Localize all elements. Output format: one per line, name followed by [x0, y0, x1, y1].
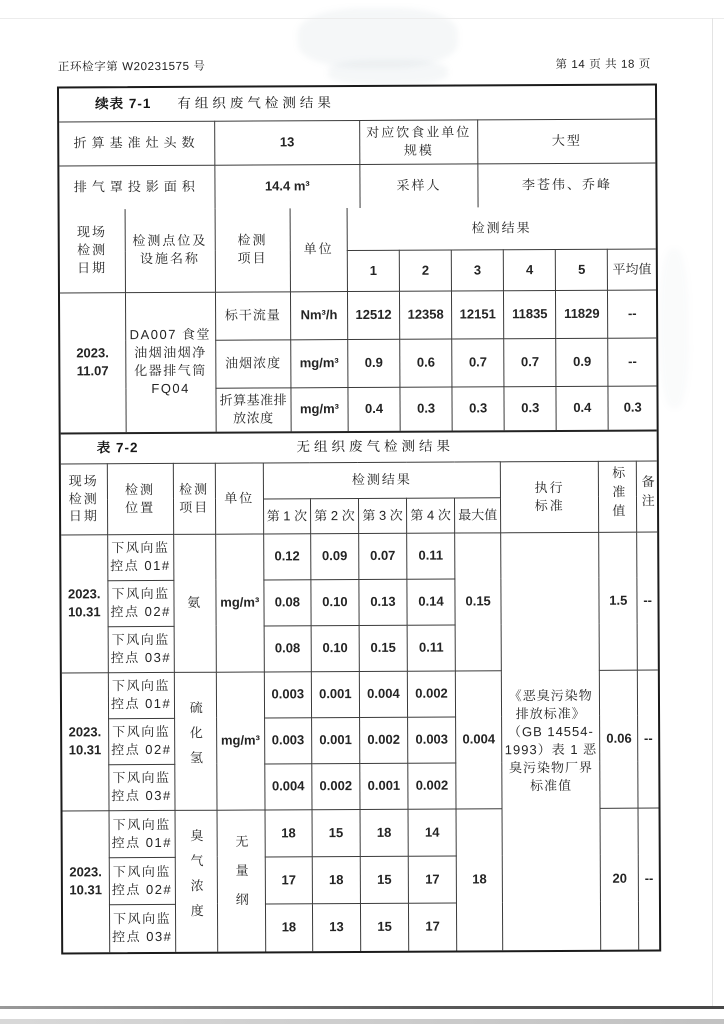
t2-remark: -- [637, 532, 658, 670]
page-bottom-shadow [0, 1019, 724, 1024]
t2-header-location: 检测位置 [107, 463, 173, 534]
t2-max: 0.15 [455, 532, 502, 670]
sampler-label: 采样人 [360, 163, 478, 208]
t2-value: 15 [360, 903, 408, 951]
t2-max: 0.004 [455, 670, 502, 808]
t1-value: 0.4 [556, 386, 608, 430]
t2-value: 0.004 [359, 671, 407, 717]
t2-value: 0.002 [407, 671, 455, 717]
t1-header-item: 检测项目 [215, 208, 291, 291]
t2-header-remark: 备注 [637, 461, 657, 532]
t2-max: 18 [456, 808, 503, 950]
t2-value: 0.14 [407, 579, 455, 625]
t1-header-col-3: 3 [451, 249, 503, 290]
table-7-1-title-row [59, 86, 655, 122]
table-7-2-label: 表 7-2 [96, 440, 139, 456]
table-7-1-title: 有组织废气检测结果 [177, 95, 335, 111]
t2-item-odor: 臭气浓度 [175, 810, 218, 952]
t2-std-value: 0.06 [600, 670, 639, 808]
t1-unit: mg/m³ [291, 387, 348, 431]
t2-remark: -- [638, 670, 659, 808]
t2-date: 2023. 10.31 [63, 810, 110, 952]
t2-value: 0.08 [264, 625, 311, 671]
stove-count-label: 折算基准灶头数 [59, 121, 214, 166]
ink-bleed-smudge [659, 248, 690, 408]
t2-value: 18 [312, 856, 360, 903]
t2-value: 18 [360, 809, 408, 856]
page-bottom-shadow [0, 1006, 724, 1009]
t1-header-result: 检测结果 [347, 207, 656, 251]
t1-header-col-5: 5 [556, 249, 608, 290]
t1-header-col-2: 2 [399, 250, 451, 291]
t2-standard-text: 《恶臭污染物排放标准》（GB 14554-1993）表 1 恶臭污染物厂界标准值 [501, 532, 601, 950]
t2-remark: -- [638, 808, 659, 950]
page-number: 第 14 页 共 18 页 [555, 58, 651, 72]
t2-value: 0.13 [359, 579, 407, 625]
t2-unit: mg/m³ [215, 533, 264, 671]
t2-header-run1: 第 1 次 [263, 498, 310, 533]
t2-item-ammonia: 氨 [173, 534, 216, 672]
t2-header-standard: 执行标准 [500, 461, 599, 532]
t2-unit: mg/m³ [216, 671, 265, 809]
t1-value: 0.4 [348, 387, 400, 431]
t2-header-run2: 第 2 次 [310, 498, 358, 533]
table-7-2 [61, 432, 660, 953]
t2-value: 15 [312, 809, 360, 856]
t1-unit: Nm³/h [290, 291, 347, 339]
table-7-1-info [59, 86, 656, 210]
t2-std-value: 1.5 [599, 532, 638, 670]
t2-value: 15 [360, 856, 408, 903]
t2-value: 0.002 [408, 763, 456, 809]
t1-header-date: 现场检测日期 [60, 209, 125, 292]
t2-location: 下风向监控点 01# [108, 672, 174, 718]
t2-value: 0.11 [407, 625, 455, 671]
t2-location: 下风向监控点 01# [109, 810, 175, 857]
t1-header-unit: 单位 [290, 208, 347, 291]
t2-value: 18 [265, 903, 312, 951]
t1-date: 2023. 11.07 [60, 292, 126, 432]
t2-value: 17 [265, 856, 312, 903]
t2-date: 2023. 10.31 [62, 672, 109, 810]
t2-unit-dimensionless: 无量纲 [217, 809, 266, 951]
t2-value: 0.11 [407, 533, 455, 579]
t1-item: 折算基准排放浓度 [216, 387, 291, 431]
t2-value: 0.09 [311, 533, 359, 579]
t2-value: 0.003 [408, 717, 456, 763]
t1-item: 油烟浓度 [215, 339, 290, 387]
results-tables [57, 84, 661, 955]
t2-header-item: 检测项目 [173, 463, 215, 534]
t1-unit: mg/m³ [291, 339, 348, 387]
t2-value: 0.10 [311, 579, 359, 625]
t1-value: 0.9 [556, 338, 608, 386]
business-scale-label: 对应饮食业单位规模 [360, 119, 478, 164]
business-scale-value: 大型 [478, 119, 656, 164]
t2-header-result: 检测结果 [263, 461, 501, 498]
t1-header-col-4: 4 [503, 249, 555, 290]
t2-location: 下风向监控点 03# [108, 764, 174, 810]
report-number: 正环检字第 W20231575 号 [57, 60, 206, 74]
t2-header-std-value: 标准值 [599, 461, 637, 532]
t1-value: 11835 [504, 290, 556, 338]
table-7-2-title: 无组织废气检测结果 [296, 438, 455, 455]
t1-value: 12151 [452, 290, 504, 338]
t1-avg: -- [608, 338, 656, 386]
t2-location: 下风向监控点 02# [107, 580, 173, 626]
t2-location: 下风向监控点 03# [109, 904, 175, 952]
t2-location: 下风向监控点 02# [108, 718, 174, 764]
t1-value: 0.7 [504, 338, 556, 386]
t2-value: 0.004 [265, 763, 312, 809]
t2-value: 0.003 [264, 671, 311, 717]
t2-header-run4: 第 4 次 [407, 498, 455, 533]
t1-value: 0.9 [348, 339, 400, 387]
t1-value: 0.6 [400, 339, 452, 387]
t2-value: 18 [265, 809, 312, 856]
t2-value: 0.001 [360, 763, 408, 809]
t2-value: 17 [408, 903, 456, 951]
table-7-1-label: 续表 7-1 [95, 95, 152, 112]
t1-value: 0.3 [452, 386, 504, 430]
t2-date: 2023. 10.31 [61, 534, 108, 672]
t2-std-value: 20 [600, 808, 639, 950]
t1-point-name: DA007 食堂油烟油烟净化器排气筒 FQ04 [125, 292, 216, 432]
t2-header-unit: 单位 [215, 462, 263, 533]
t2-value: 0.001 [311, 717, 359, 763]
t1-value: 0.7 [452, 338, 504, 386]
t2-header-run3: 第 3 次 [358, 498, 406, 533]
t1-value: 11829 [556, 290, 608, 338]
stove-count-value: 13 [214, 120, 359, 165]
t1-value: 12358 [399, 291, 451, 339]
t2-location: 下风向监控点 01# [107, 534, 173, 580]
t1-value: 12512 [347, 291, 399, 339]
page-right-edge [712, 18, 713, 1008]
page-top-edge [0, 18, 724, 19]
t2-value: 0.002 [312, 763, 360, 809]
hood-area-value: 14.4 m³ [215, 164, 360, 209]
t2-value: 0.15 [359, 625, 407, 671]
t2-value: 0.001 [311, 671, 359, 717]
t1-header-point: 检测点位及设施名称 [125, 209, 216, 292]
hood-area-label: 排气罩投影面积 [59, 165, 214, 210]
table-7-1-results [60, 207, 657, 433]
t1-value: 0.3 [504, 386, 556, 430]
t1-avg: 0.3 [608, 386, 656, 430]
t1-item: 标干流量 [215, 291, 290, 339]
t1-header-avg: 平均值 [608, 249, 656, 290]
t2-item-h2s: 硫化氢 [174, 672, 217, 810]
t2-value: 0.08 [264, 579, 311, 625]
t2-value: 14 [408, 809, 456, 856]
t2-value: 0.003 [264, 717, 311, 763]
t2-value: 0.12 [263, 533, 310, 579]
t2-value: 17 [408, 856, 456, 903]
table-7-2-title-row [61, 432, 657, 464]
t2-header-max: 最大值 [455, 497, 501, 532]
t2-value: 0.07 [359, 533, 407, 579]
t1-header-col-1: 1 [347, 250, 399, 291]
t2-value: 13 [312, 903, 360, 951]
t2-value: 0.10 [311, 625, 359, 671]
t2-value: 0.002 [359, 717, 407, 763]
t2-header-date: 现场检测日期 [61, 463, 107, 534]
t1-value: 0.3 [400, 387, 452, 431]
t2-location: 下风向监控点 03# [108, 626, 174, 672]
t2-location: 下风向监控点 02# [109, 857, 175, 904]
sampler-value: 李苍伟、乔峰 [478, 163, 656, 208]
t1-avg: -- [608, 290, 656, 338]
